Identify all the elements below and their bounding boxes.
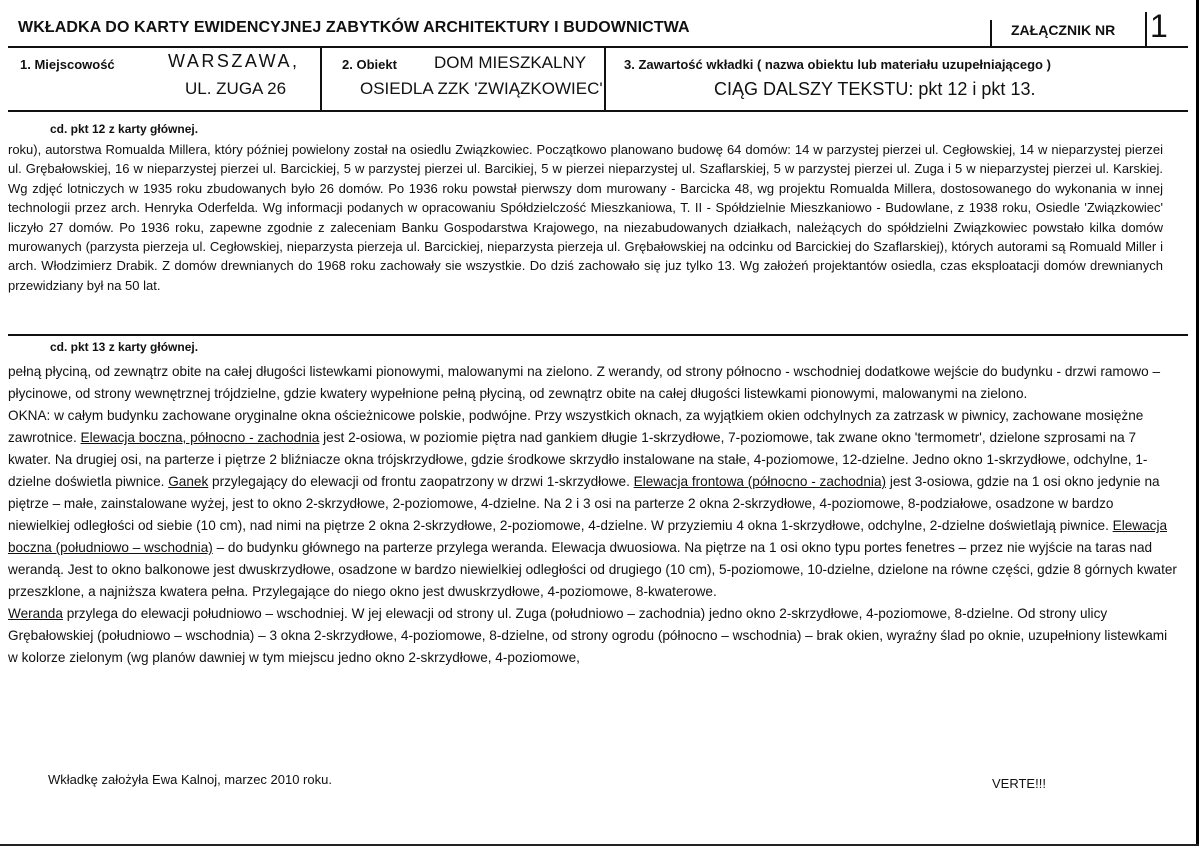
form-sheet <box>8 6 1188 838</box>
front-elevation-heading: Elewacja frontowa (północno - zachodnia) <box>633 474 887 489</box>
location-label: 1. Miejscowość <box>20 57 115 72</box>
side-elevation-se-heading: Elewacja boczna (południowo – wschodnia) <box>8 518 1168 555</box>
side-elevation-nw-text: jest 2-osiowa, w poziomie piętra nad gankiem długie 1-skrzydłowe, 7-poziomowe, tak zwane okno 'termometr', dzielone szprosami na 7 kwater. Na drugiej osi, na parterze i piętrze 2 bliźniacze okna trójskrzydłowe, gdzie środkowe skrzydło instalowane na stałe, 4-poziomowe, 12-dzielne. Jedno okno 1-skrzydłowe, odchylne, 1-dzielne doświetla piwnice. <box>8 430 1148 489</box>
meta-divider-2 <box>604 46 606 110</box>
verte-note: VERTE!!! <box>992 776 1046 791</box>
section12-text: roku), autorstwa Romualda Millera, który później powielony został na osiedlu Związkowiec. Początkowo planowano budowę 64 domów: 14 w parzystej pierzei ul. Cegłowskiej, 14 w nieparzystej pierzei ul. Grębałowskiej, 16 w nieparzystej pierzei ul. Barcickiej, 5 w parzystej pierzei ul. Barcikiej, 5 w pierzei nieparzystej ul. Szaflarskiej, 5 w parzystej pierzei ul. Zuga i 5 w nieparzystej pierzei ul. Karskiej. Wg zdjęć lotniczych w 1935 roku zbudowanych było 26 domów. Po 1936 roku powstał pierwszy dom murowany - Barcicka 48, wg projektu Romualda Millera, dostosowanego do wykonania w innej technologii przez arch. Henryka Oderfelda. Wg informacji podanych w opracowaniu Spółdzielczość Mieszkaniowa, T. II - Spółdzielnie Mieszkaniowo - Budowlane, z 1938 roku, Osiedle 'Związkowiec' liczyło 27 domów. Po 1936 roku, zapewne zgodnie z zaleceniam Banku Gospodarstwa Krajowego, na niezabudowanych działkach, należących do spółdzielni Związkowiec powstało kilka domów murowanych (parzysta pierzeja ul. Cegłowskiej, nieparzysta pierzeja ul. Barcickiej, nieparzysta pierzeja ul. Grębałowskiej na odcinku od Barcickiej do Szaflarskiej), których autorami są Romuald Miller i arch. Włodzimierz Drabik. Z domów drewnianych do 1968 roku zachowały sie wszystkie. Do dziś zachowało się juz tylko 13. Wg założeń projektantów osiedla, czas eksploatacji domów drewnianych przewidziany był na 50 lat. <box>8 142 1163 293</box>
object-value-line1: DOM MIESZKALNY <box>434 53 587 72</box>
location-value-line1: WARSZAWA, <box>168 51 300 71</box>
section13-paragraph-doors: pełną płyciną, od zewnątrz obite na całej długości listewkami pionowymi, malowanymi na zielono. Z werandy, od strony północno - wschodniej dodatkowe wejście do budynku - drzwi ramowo – płycinowe, od strony wewnętrznej trójdzielne, gdzie kwatery wypełnione pełną płyciną, od zewnątrz obite na całej długości listewkami pionowymi, malowanymi na zielono. <box>8 364 1161 401</box>
form-header <box>8 6 1188 48</box>
section13-heading: cd. pkt 13 z karty głównej. <box>50 340 199 354</box>
content-value: CIĄG DALSZY TEKSTU: pkt 12 i pkt 13. <box>714 79 1036 99</box>
section13-paragraph-veranda <box>8 603 1178 669</box>
attachment-label: ZAŁĄCZNIK NR <box>1011 22 1116 38</box>
meta-row <box>8 46 1188 112</box>
veranda-text: przylega do elewacji południowo – wschodniej. W jej elewacji od strony ul. Zuga (południowo – zachodnia) jedno okno 2-skrzydłowe, 4-poziomowe, 8-dzielne. Od strony ulicy Grębałowskiej (południowo – wschodnia) – 3 okna 2-skrzydłowe, 4-poziomowe, 8-dzielne, od strony ogrodu (północno – wschodnia) – brak okien, wyraźny ślad po oknie, uzupełniony listewkami w kolorze zielonym (wg planów dawniej w tym miejscu jedno okno 2-skrzydłowe, 4-poziomowe, <box>8 606 1168 665</box>
front-elevation-text: jest 3-osiowa, gdzie na 1 osi okno jedynie na piętrze – małe, zainstalowane wyżej, jest to okno 2-skrzydłowe, 2-poziomowe, 4-dzielne. Na 2 i 3 osi na parterze 2 okna 2-skrzydłowe, 4-poziomowe, 8-podziałowe, osadzone w bardzo niewielkiej odległości od siebie (10 cm), nad nimi na piętrze 2 okna 2-skrzydłowe, 2-poziomowe, 4-dzielne. W przyziemiu 4 okna 1-skrzydłowe, odchylne, 2-dzielne doświetlają piwnice. <box>8 474 1160 533</box>
section13-paragraph-windows <box>8 405 1178 603</box>
windows-intro: OKNA: w całym budynku zachowane oryginalne okna ościeżnicowe polskie, podwójne. Przy wszystkich oknach, za wyjątkiem okien odchylnych za zatrzask w piwnicy, zachowane mosiężne zawrotnice. <box>8 408 1144 445</box>
section-divider <box>8 334 1188 336</box>
object-label: 2. Obiekt <box>342 57 397 72</box>
location-value-line2: UL. ZUGA 26 <box>185 79 287 98</box>
attachment-divider <box>1145 12 1147 46</box>
side-elevation-nw-heading: Elewacja boczna, północno - zachodnia <box>80 430 320 445</box>
porch-heading: Ganek <box>168 474 209 489</box>
section13-text <box>8 361 1178 669</box>
side-elevation-se-text: – do budynku głównego na parterze przylega weranda. Elewacja dwuosiowa. Na piętrze na 1 osi okno typu portes fenetres – przez nie wyjście na taras nad werandą. Jest to okno balkonowe jest dwuskrzydłowe, osadzone w bardzo niewielkiej odległości od drugiego (10 cm), 5-poziomowe, 10-dzielne, dzielone na równe części, gdzie 8 górnych kwater przeszklone, a najniższa kwatera pełna. Przylegające do niego okno jest dwuskrzydłowe, 4-poziomowe, 8-kwaterowe. <box>8 540 1177 599</box>
meta-divider-1 <box>320 46 322 110</box>
porch-text: przylegający do elewacji od frontu zaopatrzony w drzwi 1-skrzydłowe. <box>212 474 630 489</box>
header-divider <box>990 20 992 46</box>
author-note: Wkładkę założyła Ewa Kalnoj, marzec 2010 roku. <box>48 772 332 787</box>
content-label: 3. Zawartość wkładki ( nazwa obiektu lub materiału uzupełniającego ) <box>624 57 1051 72</box>
form-title: WKŁADKA DO KARTY EWIDENCYJNEJ ZABYTKÓW ARCHITEKTURY I BUDOWNICTWA <box>18 19 690 36</box>
attachment-number: 1 <box>1150 8 1168 44</box>
object-value-line2: OSIEDLA ZZK 'ZWIĄZKOWIEC' <box>360 79 603 98</box>
section12-heading: cd. pkt 12 z karty głównej. <box>50 122 199 136</box>
veranda-heading: Weranda <box>8 606 63 621</box>
